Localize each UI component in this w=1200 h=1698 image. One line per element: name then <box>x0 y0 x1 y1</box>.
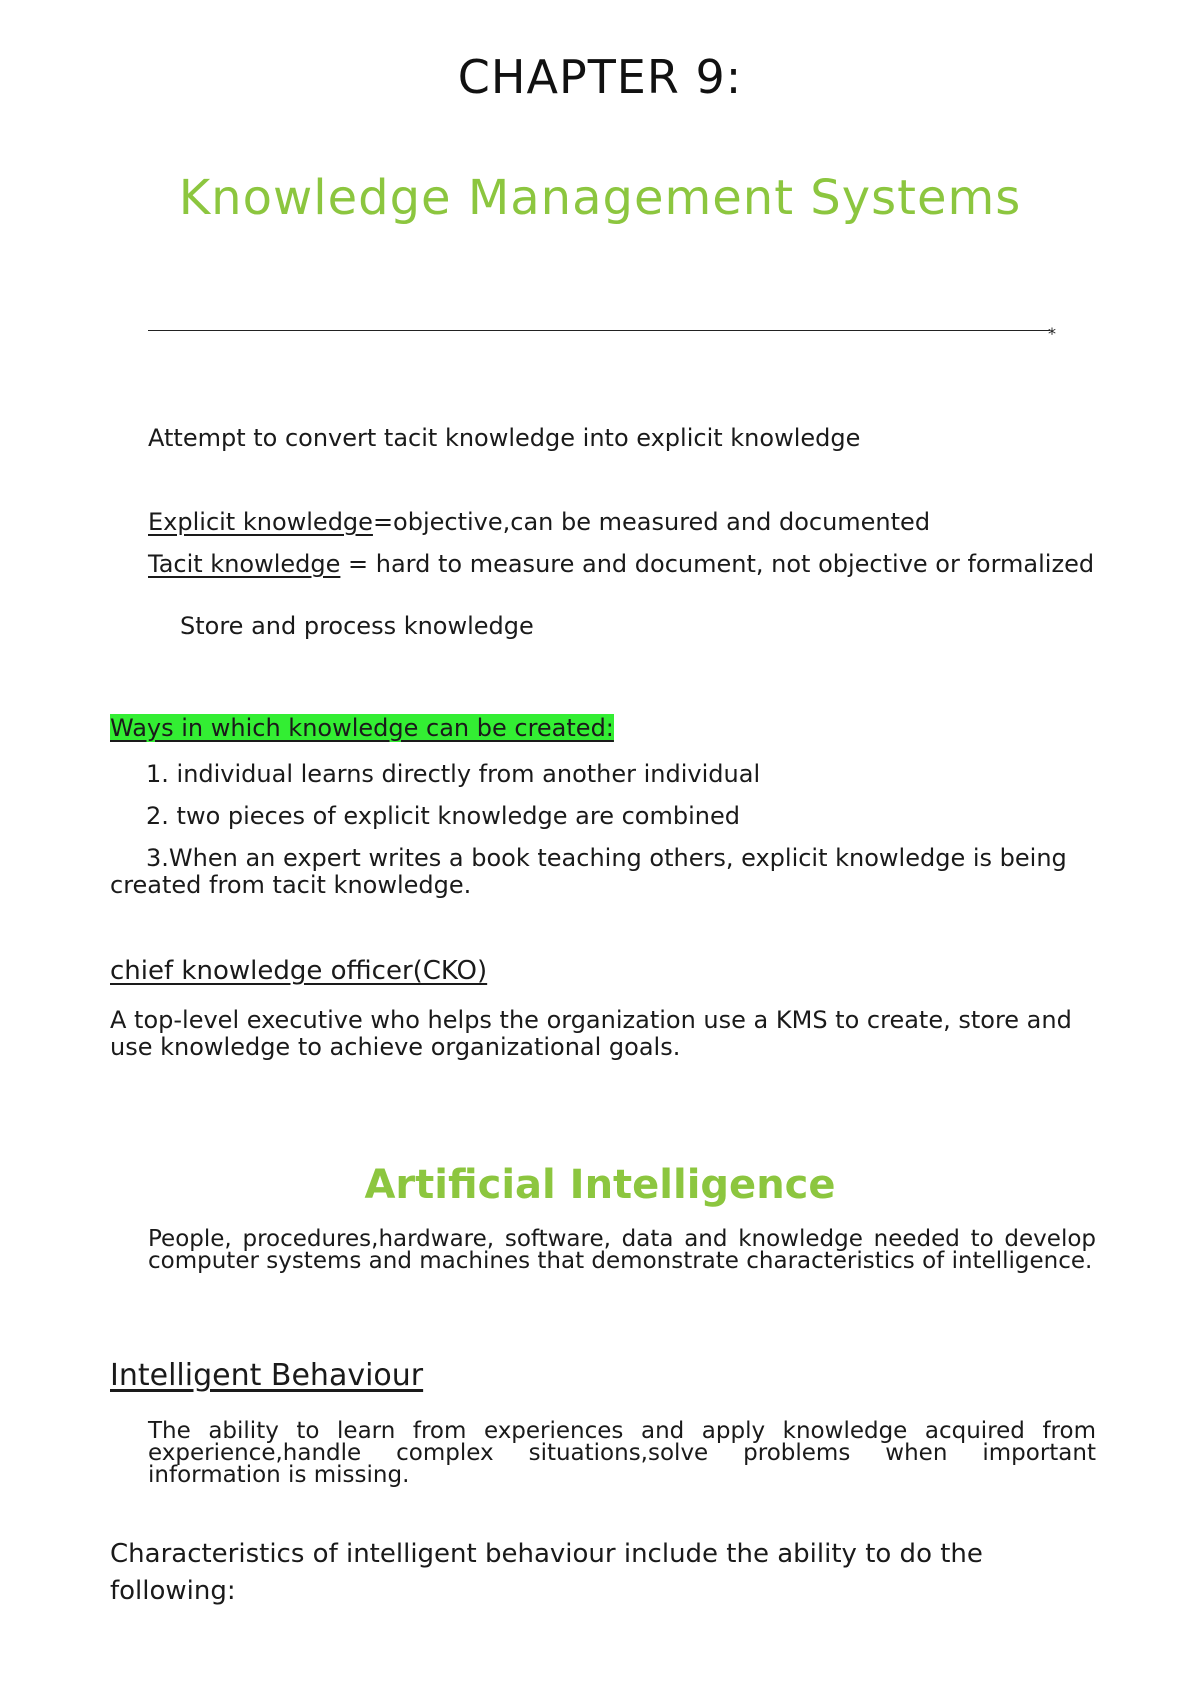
characteristics-intro: Characteristics of intelligent behaviour include the ability to do the following: <box>110 1539 983 1606</box>
chapter-heading: CHAPTER 9: <box>457 50 743 104</box>
ways-heading-text: Ways in which knowledge can be created: <box>110 714 614 742</box>
cko-heading: chief knowledge officer(CKO) <box>110 956 488 986</box>
ai-definition: People, procedures,hardware, software, data and knowledge needed to develop computer systems and machines that demonstrate characteristics of intelligence. <box>148 1226 1096 1274</box>
tacit-knowledge-term: Tacit knowledge <box>148 550 341 578</box>
divider-mark: * <box>1048 324 1056 343</box>
ways-item-2: 2. two pieces of explicit knowledge are combined <box>146 802 740 830</box>
explicit-knowledge-definition: =objective,can be measured and documented <box>372 508 931 536</box>
intelligent-behaviour-heading: Intelligent Behaviour <box>110 1358 424 1393</box>
intelligent-behaviour-definition: The ability to learn from experiences and apply knowledge acquired from experience,handle complex situations,solve problems when important information is missing. <box>148 1418 1096 1488</box>
tacit-knowledge-definition: = hard to measure and document, not objective or formalized <box>340 550 1095 578</box>
page-title: Knowledge Management Systems <box>178 170 1022 226</box>
ways-heading <box>110 714 614 742</box>
explicit-knowledge-line <box>148 508 930 536</box>
ways-item-3-continued: created from tacit knowledge. <box>110 871 472 899</box>
ways-item-1: 1. individual learns directly from another individual <box>146 760 761 788</box>
kms-intro: Attempt to convert tacit knowledge into explicit knowledge <box>148 424 861 452</box>
cko-definition-line2: use knowledge to achieve organizational goals. <box>110 1033 681 1061</box>
explicit-knowledge-term: Explicit knowledge <box>148 508 373 536</box>
divider <box>148 330 1050 331</box>
ways-item-3: 3.When an expert writes a book teaching others, explicit knowledge is being <box>146 844 1067 872</box>
tacit-knowledge-line <box>148 550 1094 578</box>
store-process-text: Store and process knowledge <box>180 612 534 640</box>
ai-heading: Artificial Intelligence <box>364 1162 836 1208</box>
cko-definition-line1: A top-level executive who helps the organization use a KMS to create, store and <box>110 1006 1072 1034</box>
